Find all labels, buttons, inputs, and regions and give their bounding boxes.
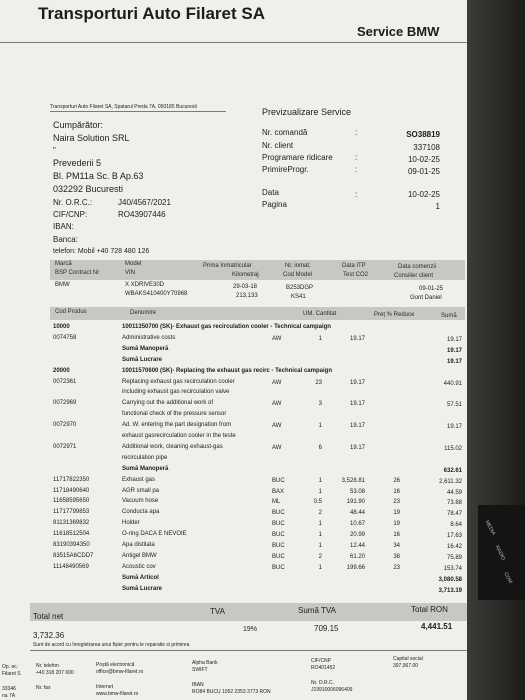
buyer-orc: J40/4567/2021 xyxy=(118,198,171,207)
cell-um: AW xyxy=(272,423,282,430)
cell-cod: 83515A6CDD7 xyxy=(53,552,94,559)
cell-qty: 1 xyxy=(318,423,322,430)
cell-suma: 440.91 xyxy=(443,380,462,387)
vh-co2: Test CO2 xyxy=(343,272,369,278)
cell-den: AGR small pa xyxy=(122,487,160,494)
tva-label: TVA xyxy=(210,607,225,616)
cell-suma: 19.17 xyxy=(446,336,462,343)
cell-qty: 1 xyxy=(318,335,322,342)
vehicle-km: 213,133 xyxy=(236,293,258,299)
service-name: Service BMW xyxy=(357,24,440,39)
order-number: SO38819 xyxy=(406,130,440,139)
cell-suma: 19.17 xyxy=(446,358,462,365)
buyer-name: Naira Solution SRL xyxy=(53,133,130,143)
cell-um: AW xyxy=(272,379,282,386)
sender-rule xyxy=(50,111,226,112)
vh-itp: Data ITP xyxy=(342,263,366,269)
cell-um: BUC xyxy=(272,521,285,528)
footer-phone: +40 318 207 600 xyxy=(36,670,74,676)
cell-suma: 8.64 xyxy=(450,522,462,529)
cell-den: Apa distilata xyxy=(122,542,155,548)
client-number: 337108 xyxy=(413,143,440,152)
totals-header-band xyxy=(30,603,467,621)
cell-pret: 61.20 xyxy=(349,553,365,560)
cell-cod: 83190394350 xyxy=(53,542,90,548)
footer-capital: 397,967.00 xyxy=(393,663,419,669)
cell-red: 19 xyxy=(393,521,400,528)
cell-cod: 10000 xyxy=(53,324,70,330)
buyer-label: Cumpărător: xyxy=(53,120,104,130)
dash-label-radio: RADIO xyxy=(493,544,507,562)
page-number: 1 xyxy=(435,202,440,211)
dash-label-com: COM xyxy=(502,571,514,585)
cell-um: BUC xyxy=(272,564,285,571)
suma-tva: 709.15 xyxy=(314,624,339,633)
date-label: Data xyxy=(262,188,279,197)
vh-cons: Consilier client xyxy=(394,273,434,279)
cell-cod: 11717799853 xyxy=(53,509,90,516)
cell-cod: 11718490640 xyxy=(53,487,90,494)
footer-a4: na 7A xyxy=(2,693,16,699)
footer-fax-label: Nr. fax xyxy=(36,685,51,691)
vehicle-com: 09-01-25 xyxy=(419,286,444,292)
order-colon: : xyxy=(355,165,358,174)
cell-den: 10011350700 (SK)- Exhaust gas recirculation cooler - Technical campaign xyxy=(122,324,331,330)
cell-pret: 199.66 xyxy=(346,564,365,571)
cell-suma: 78.47 xyxy=(446,511,462,518)
order-label-3: Programare ridicare xyxy=(262,153,333,162)
footer-iban-label: IBAN xyxy=(192,682,204,688)
footer-bank: Alpha Bank xyxy=(192,660,218,666)
cell-cod: 11658595650 xyxy=(53,498,90,505)
cell-den: Vacuum hose xyxy=(122,498,159,505)
page-label: Pagina xyxy=(262,200,287,209)
cell-den: O-ring DACA E NEVOIE xyxy=(122,531,187,538)
footer-phone-label: Nr. telefon xyxy=(36,663,59,669)
th-cod: Cod Produs xyxy=(55,309,87,315)
cell-suma: 3,713.19 xyxy=(438,587,462,594)
cell-suma: 16.42 xyxy=(446,544,462,550)
buyer-bank-label: Banca: xyxy=(53,235,78,244)
cell-pret: 19.17 xyxy=(349,401,365,408)
footer-a1: Op. ec. xyxy=(2,664,19,670)
cell-suma: 19.17 xyxy=(446,347,462,354)
header-rule xyxy=(0,42,467,43)
cell-cod: 0072361 xyxy=(53,378,77,385)
vehicle-vin: WBAKS410400Y70968 xyxy=(125,291,188,297)
cell-suma: 57.51 xyxy=(446,402,462,409)
buyer-cif: RO43907446 xyxy=(118,210,166,219)
buyer-phone: telefon: Mobil +40 728 480 126 xyxy=(53,248,150,255)
cell-den: Ad. W. entering the part designation from xyxy=(122,422,232,429)
footer-orc: J19910006096409 xyxy=(311,687,353,693)
vehicle-cons: Gont Daniel xyxy=(410,295,442,301)
order-colon: : xyxy=(355,128,358,137)
vehicle-cod: KS41 xyxy=(291,294,306,300)
cell-red: 16 xyxy=(393,532,400,539)
cell-den: Antigel BMW xyxy=(122,552,157,559)
footer-swift: SWIFT xyxy=(192,667,208,673)
cell-red: 26 xyxy=(393,477,400,484)
order-label-2: Nr. client xyxy=(262,141,294,150)
cell-suma: 73.88 xyxy=(446,500,462,507)
cell-den: Sumă Manoperă xyxy=(122,345,169,352)
vehicle-model: X XDRIVE30D xyxy=(125,282,165,288)
vh-cod: Cod Model xyxy=(283,272,313,278)
buyer-iban-label: IBAN: xyxy=(53,222,74,231)
cell-pret: 19.17 xyxy=(349,423,365,430)
cell-den: Additional work, cleaning exhaust-gas xyxy=(122,443,223,450)
suma-tva-label: Sumă TVA xyxy=(298,606,336,615)
cell-pret: 191.90 xyxy=(346,499,365,506)
cell-um: BUC xyxy=(272,510,285,517)
cell-um: AW xyxy=(272,444,282,451)
cell-den: 10011570600 (SK)- Replacing the exhaust gas recirc - Technical campaign xyxy=(122,367,332,374)
footer-a3: 33346 xyxy=(2,686,16,692)
cell-qty: 1 xyxy=(318,532,322,539)
footer-internet-label: Internet xyxy=(96,684,113,690)
cell-qty: 23 xyxy=(315,379,322,386)
vh-bsp: BSP Contract Nr xyxy=(55,270,100,276)
vehicle-prima: 29-03-18 xyxy=(233,284,258,290)
vh-model: Model xyxy=(125,261,142,267)
receipt-date: 09-01-25 xyxy=(407,167,440,176)
cell-den: functional check of the pressure sensor xyxy=(122,411,227,418)
vh-km: Kilometraj xyxy=(232,272,259,278)
cell-cod: 11148490569 xyxy=(53,563,89,570)
total-ron: 4,441.51 xyxy=(421,622,453,631)
cell-den: including exhaust gas recirculation valve xyxy=(122,389,230,396)
cell-den: exhaust gasrecirculation cooler in the teste xyxy=(122,433,236,439)
footer-rule xyxy=(30,650,467,651)
buyer-quote: " xyxy=(53,146,56,155)
cell-den: Sumă Articol xyxy=(122,574,159,581)
cell-den: Acoustic cov xyxy=(122,563,156,570)
cell-pret: 48.44 xyxy=(349,510,365,517)
th-suma: Sumă xyxy=(441,313,457,319)
footer-orc-label: Nr. O.R.C. xyxy=(311,680,335,686)
cell-den: Sumă Manoperă xyxy=(122,465,169,472)
cell-cod: 0072969 xyxy=(53,400,77,407)
cell-suma: 632.61 xyxy=(443,467,462,474)
footer-iban: RO84 BUCU 1052 2353 3773 RON xyxy=(192,689,271,695)
cell-red: 23 xyxy=(393,564,400,571)
vh-prima: Prima înmatricular xyxy=(203,263,252,269)
total-ron-label: Total RON xyxy=(411,605,448,614)
company-name: Transporturi Auto Filaret SA xyxy=(38,4,266,23)
th-den: Denumire xyxy=(130,310,157,316)
footer-cif-label: CIF/CNP xyxy=(311,658,331,664)
cell-qty: 2 xyxy=(318,510,322,517)
cell-um: BUC xyxy=(272,543,285,549)
cell-qty: 1 xyxy=(318,477,322,484)
order-colon: : xyxy=(355,190,358,199)
tva-rate: 19% xyxy=(243,626,258,633)
footer-cif: RO401452 xyxy=(311,665,336,671)
cell-suma: 19.17 xyxy=(446,424,462,431)
cell-qty: 2 xyxy=(318,553,322,560)
cell-pret: 19.17 xyxy=(349,379,365,386)
footer-email-label: Poștă electronică xyxy=(96,662,135,668)
buyer-street: Prevederii 5 xyxy=(53,158,102,168)
cell-den: Exhaust gas xyxy=(122,476,156,483)
sender-address: Transporturi Auto Filaret SA, Spatarul Preda 7A, 050185 Bucuresti xyxy=(50,104,197,110)
total-net-label: Total net xyxy=(33,612,64,621)
cell-pret: 19.17 xyxy=(349,444,365,451)
pickup-date: 10-02-25 xyxy=(407,155,440,164)
cell-suma: 3,080.58 xyxy=(438,576,462,583)
footer-capital-label: Capital social xyxy=(393,656,423,662)
footer-a2: Filaret S xyxy=(2,671,21,677)
cell-suma: 75.89 xyxy=(446,554,462,561)
cell-suma: 2,611.32 xyxy=(439,478,462,485)
order-colon: : xyxy=(355,153,358,162)
cell-qty: 1 xyxy=(318,543,322,549)
cell-cod: 0074758 xyxy=(53,334,77,341)
cell-pret: 20.99 xyxy=(349,532,365,539)
cell-den: Carrying out the additional work of xyxy=(122,400,214,407)
cell-den: Replacing exhaust gas recirculation cooler xyxy=(122,378,235,385)
vh-com: Data comenzii xyxy=(398,264,437,270)
cell-den: Holder xyxy=(122,520,140,527)
buyer-cif-label: CIF/CNP: xyxy=(53,210,88,219)
footer-email: office@bmw-filaret.ro xyxy=(96,669,144,675)
cell-qty: 3 xyxy=(318,401,322,408)
cell-suma: 115.02 xyxy=(444,445,462,452)
cell-um: BUC xyxy=(272,553,285,560)
cell-um: BAX xyxy=(272,488,285,495)
cell-red: 19 xyxy=(393,510,400,517)
doc-date: 10-02-25 xyxy=(407,190,440,199)
order-label-1: Nr. comandă xyxy=(262,128,308,137)
vh-nr: Nr. inmat. xyxy=(285,263,311,269)
buyer-city: 032292 Bucuresti xyxy=(53,184,124,194)
cell-pret: 10.67 xyxy=(349,521,365,528)
agreement-text: Sunt de acord cu înregistrarea unui fișier pentru le reparatie si primirea xyxy=(33,642,190,648)
footer-internet: www.bmw-filaret.ro xyxy=(96,691,139,697)
cell-cod: 0072971 xyxy=(53,443,77,450)
cell-cod: 0072970 xyxy=(53,422,77,429)
cell-red: 38 xyxy=(393,553,400,560)
cell-den: recirculation pipe xyxy=(122,454,168,461)
cell-suma: 17.63 xyxy=(446,533,462,540)
cell-qty: 0.5 xyxy=(313,499,322,506)
cell-suma: 44.59 xyxy=(446,489,462,496)
cell-red: 16 xyxy=(393,488,400,495)
cell-pret: 3,528.81 xyxy=(341,477,365,484)
cell-den: Administrative costs xyxy=(122,334,176,341)
cell-cod: 11717822350 xyxy=(53,476,90,483)
cell-den: Sumă Lucrare xyxy=(122,585,163,592)
cell-red: 34 xyxy=(393,543,400,549)
cell-pret: 19.17 xyxy=(349,335,365,342)
dash-label-media: MEDIA xyxy=(483,519,497,537)
cell-cod: 11618512504 xyxy=(53,531,90,538)
cell-den: Conducta apa xyxy=(122,509,160,516)
order-label-4: PrimireProgr. xyxy=(262,165,309,174)
cell-um: ML xyxy=(272,499,281,506)
cell-red: 23 xyxy=(393,499,400,506)
cell-um: AW xyxy=(272,335,282,342)
cell-qty: 6 xyxy=(318,444,322,451)
cell-cod: 81131369832 xyxy=(53,520,90,527)
cell-pret: 12.44 xyxy=(349,543,365,549)
cell-den: Sumă Lucrare xyxy=(122,356,163,363)
vh-marca: Marcă xyxy=(55,261,72,267)
cell-um: BUC xyxy=(272,532,285,539)
cell-pret: 53.08 xyxy=(349,488,365,495)
buyer-block: Bl. PM11a Sc. B Ap.63 xyxy=(53,171,144,181)
th-um: UM. Cantitat xyxy=(303,311,337,317)
cell-suma: 153.74 xyxy=(443,565,462,572)
th-pret: Preț % Reduce xyxy=(374,312,415,318)
vehicle-marca: BMW xyxy=(55,282,70,288)
vh-vin: VIN xyxy=(125,270,136,276)
cell-cod: 20000 xyxy=(53,367,70,374)
total-net: 3,732.36 xyxy=(33,631,65,640)
cell-qty: 1 xyxy=(318,521,322,528)
cell-qty: 1 xyxy=(318,564,322,571)
buyer-orc-label: Nr. O.R.C.: xyxy=(53,198,93,207)
cell-qty: 1 xyxy=(318,488,322,495)
cell-um: BUC xyxy=(272,477,285,484)
vehicle-nr: B253DGP xyxy=(286,285,314,291)
doc-title: Previzualizare Service xyxy=(262,107,352,117)
cell-um: AW xyxy=(272,401,282,408)
car-dashboard xyxy=(478,505,525,600)
